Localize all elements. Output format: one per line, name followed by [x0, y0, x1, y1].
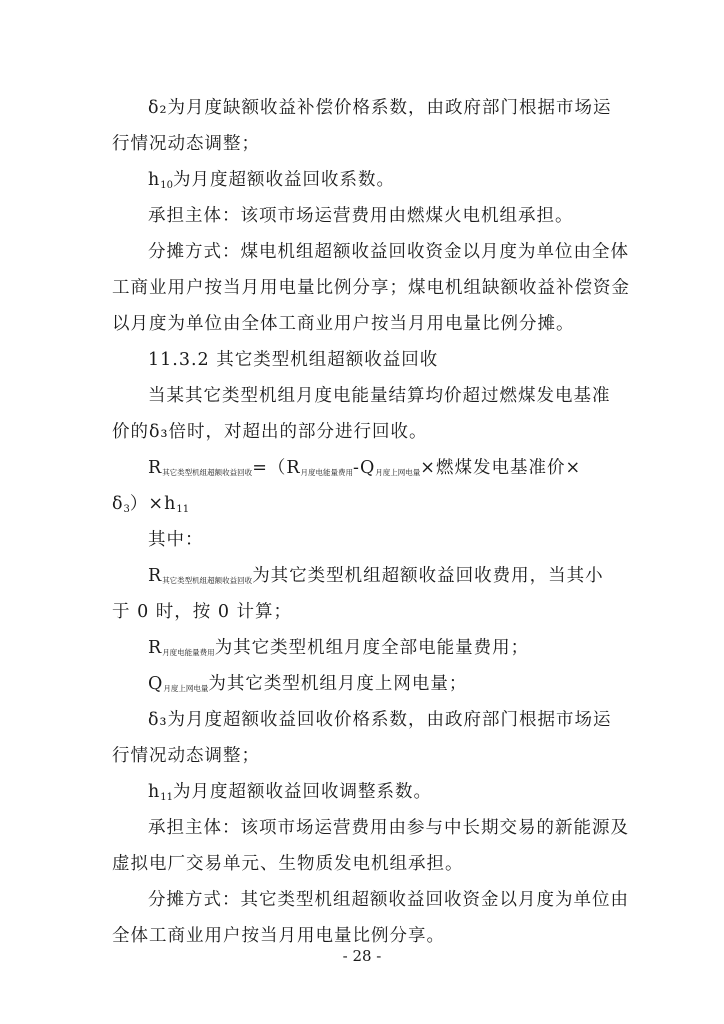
symbol-subscript: 11 [160, 792, 174, 803]
formula-subscript: 其它类型机组超额收益回收 [162, 576, 253, 585]
formula-subscript: 其它类型机组超额收益回收 [162, 468, 253, 477]
formula-line [112, 486, 622, 522]
paragraph-line: 价的δ₃倍时，对超出的部分进行回收。 [112, 422, 428, 442]
formula-subscript: 月度电能量费用 [162, 648, 215, 657]
paragraph-line: 以月度为单位由全体工商业用户按当月用电量比例分摊。 [112, 314, 575, 334]
formula-symbol: Q [148, 674, 164, 694]
paragraph-line: 承担主体：该项市场运营费用由参与中长期交易的新能源及 [148, 818, 629, 838]
paragraph-line: 于 0 时，按 0 计算； [112, 602, 293, 622]
document-body [112, 90, 630, 954]
page-number: - 28 - [342, 947, 382, 965]
paragraph-line [112, 774, 622, 810]
section-heading: 11.3.2 其它类型机组超额收益回收 [148, 350, 439, 370]
line-text: 为其它类型机组超额收益回收费用，当其小 [252, 566, 604, 586]
formula-text: ×燃煤发电基准价× [420, 458, 582, 478]
line-text: 为其它类型机组月度上网电量； [208, 674, 468, 694]
paragraph-line: 其中： [148, 530, 204, 550]
formula-text: -Q [353, 458, 376, 478]
formula-symbol: δ [112, 494, 124, 514]
formula-line [112, 450, 622, 486]
paragraph-line: 工商业用户按当月用电量比例分享；煤电机组缺额收益补偿资金 [112, 278, 630, 298]
symbol-h: h [148, 782, 161, 802]
formula-symbol: R [148, 458, 163, 478]
paragraph-line: 行情况动态调整； [112, 746, 260, 766]
paragraph-line [112, 162, 622, 198]
line-text: 为月度超额收益回收系数。 [173, 170, 396, 190]
formula-subscript: 月度上网电量 [375, 468, 421, 477]
paragraph-line: 承担主体：该项市场运营费用由燃煤火电机组承担。 [148, 206, 574, 226]
paragraph-line [112, 666, 622, 702]
formula-symbol: R [148, 638, 163, 658]
paragraph-line [112, 558, 622, 594]
line-text: 为其它类型机组月度全部电能量费用； [214, 638, 530, 658]
paragraph-line [112, 630, 622, 666]
paragraph-line: δ₂为月度缺额收益补偿价格系数，由政府部门根据市场运 [148, 98, 612, 118]
paragraph-line: 分摊方式：煤电机组超额收益回收资金以月度为单位由全体 [148, 242, 629, 262]
formula-subscript: 月度电能量费用 [300, 468, 354, 477]
formula-subscript: 月度上网电量 [163, 684, 209, 693]
symbol-subscript: 10 [160, 180, 174, 191]
paragraph-line: 虚拟电厂交易单元、生物质发电机组承担。 [112, 854, 464, 874]
paragraph-line: 行情况动态调整； [112, 134, 260, 154]
line-text: 为月度超额收益回收调整系数。 [173, 782, 433, 802]
formula-text: ）×h [129, 494, 177, 514]
paragraph-line: 全体工商业用户按当月用电量比例分享。 [112, 926, 445, 946]
paragraph-line: δ₃为月度超额收益回收价格系数，由政府部门根据市场运 [148, 710, 612, 730]
formula-subscript: 3 [123, 504, 130, 515]
formula-subscript: 11 [176, 504, 190, 515]
paragraph-line: 分摊方式：其它类型机组超额收益回收资金以月度为单位由 [148, 890, 629, 910]
formula-text: =（R [252, 458, 301, 478]
paragraph-line: 当某其它类型机组月度电能量结算均价超过燃煤发电基准 [148, 386, 611, 406]
symbol-h: h [148, 170, 161, 190]
formula-symbol: R [148, 566, 163, 586]
